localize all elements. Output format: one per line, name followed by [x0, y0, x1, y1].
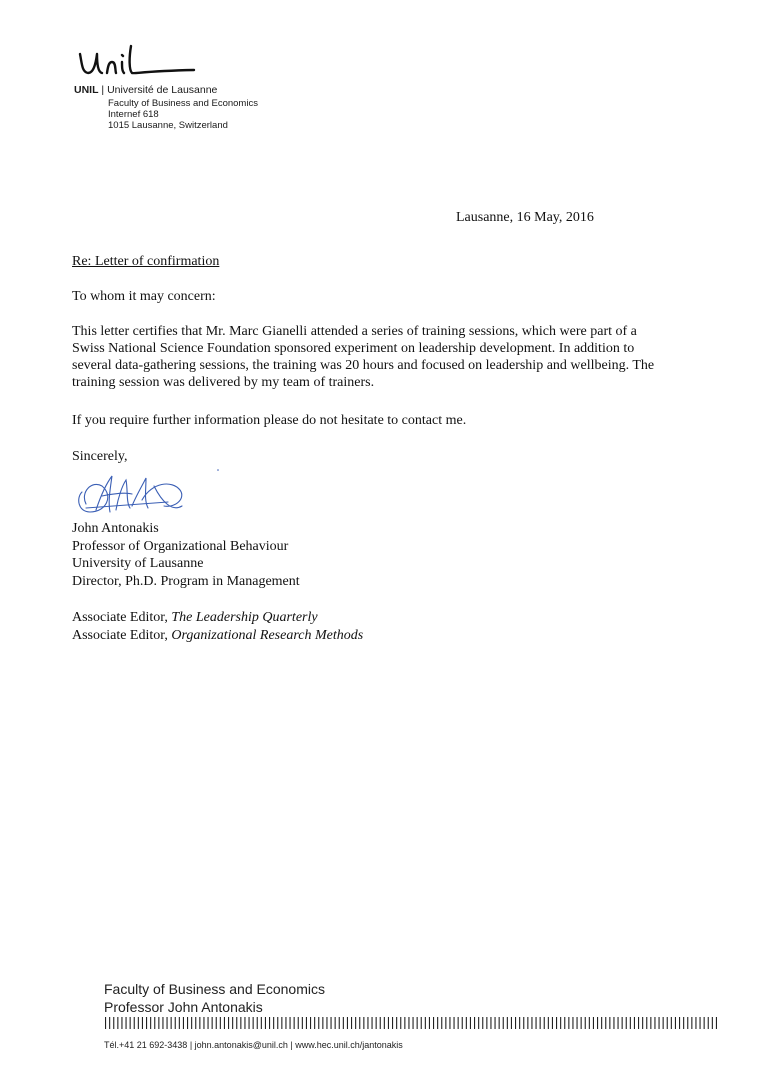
signatory-university: University of Lausanne	[72, 556, 204, 571]
journal-name: The Leadership Quarterly	[171, 610, 318, 625]
body-line: training session was delivered by my team of trainers.	[72, 375, 375, 390]
institution-name: Université de Lausanne	[107, 84, 218, 96]
body-paragraph	[72, 323, 732, 391]
address-line-1: Faculty of Business and Economics	[108, 98, 258, 109]
salutation: To whom it may concern:	[72, 289, 216, 304]
body-line: This letter certifies that Mr. Marc Gianelli attended a series of training sessions, which were part of a	[72, 324, 637, 339]
address-line-2: Internef 618	[108, 109, 159, 120]
letter-date: Lausanne, 16 May, 2016	[456, 210, 594, 225]
footer-bar-pattern	[104, 1017, 720, 1029]
journal-name: Organizational Research Methods	[171, 627, 364, 643]
letter-subject: Re: Letter of confirmation	[72, 254, 220, 269]
body-line: several data-gathering sessions, the training was 20 hours and focused on leadership and wellbeing. The	[72, 358, 655, 373]
unil-logo	[74, 40, 204, 86]
further-info: If you require further information please do not hesitate to contact me.	[72, 413, 467, 428]
footer-professor: Professor John Antonakis	[104, 999, 263, 1015]
footer-faculty: Faculty of Business and Economics	[104, 981, 325, 997]
closing: Sincerely,	[72, 449, 128, 464]
footer-contact: Tél.+41 21 692-3438 | john.antonakis@unil.ch | www.hec.unil.ch/jantonakis	[104, 1040, 403, 1050]
institution-line: UNIL | Université de Lausanne	[74, 84, 218, 96]
editor-role: Associate Editor, The Leadership Quarterly	[72, 610, 318, 625]
signature-block	[72, 520, 300, 590]
institution-abbr: UNIL	[74, 84, 99, 96]
editor-role: Associate Editor, Organizational Research Methods	[72, 627, 364, 643]
footer-faculty-block	[104, 980, 325, 1016]
address-line-3: 1015 Lausanne, Switzerland	[108, 120, 228, 131]
body-line: Swiss National Science Foundation sponsored experiment on leadership development. In addition to	[72, 341, 635, 356]
signatory-title: Professor of Organizational Behaviour	[72, 538, 289, 554]
signatory-name: John Antonakis	[72, 521, 159, 536]
signatory-role: Director, Ph.D. Program in Management	[72, 573, 300, 589]
editor-roles	[72, 609, 363, 644]
